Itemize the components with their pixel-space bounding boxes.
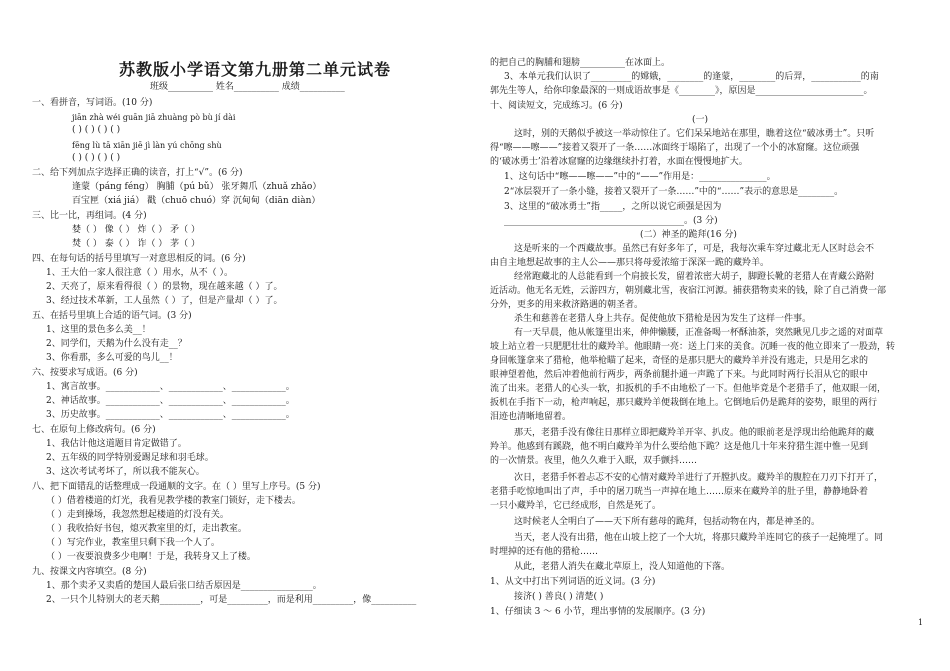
- section-4-heading: 四、在每句话的括号里填写一对意思相反的词。(6 分): [32, 254, 246, 264]
- passage-line: 近活动。他无名无姓，云游四方，朝别藏北雪，夜宿江河源。捕获猎物卖来的钱，除了自己消费一部: [490, 286, 887, 296]
- section-8-heading: 八、把下面错乱的话整理成一段通顺的文字。在（ ）里写上序号。(5 分): [32, 482, 321, 492]
- section-9-heading: 九、按课文内容填空。(8 分): [32, 567, 147, 577]
- passage-line: 的‘破冰勇士’沿着冰窟窿的边缘继续扑打着，水面在慢慢地扩大。: [490, 157, 748, 167]
- passage-line: 杀生和慈善在老猎人身上共存。促使他放下猎枪是因为发生了这样一件事。: [514, 314, 812, 324]
- answer-box-row[interactable]: ( ) ( ) ( ) ( ): [72, 125, 121, 135]
- section-6-heading: 六、按要求写成语。(6 分): [32, 368, 138, 378]
- section-5-heading: 五、在括号里填上合适的语气词。(3 分): [32, 311, 192, 321]
- question-line: 1、从文中打出下列词语的近义词。(3 分): [490, 577, 656, 587]
- passage-line: 泪迹也清晰地留着。: [490, 412, 572, 422]
- question-line: 1、那个卖矛又卖盾的楚国人最后张口结舌原因是________________。: [46, 581, 322, 591]
- passage-line: 眼神望着他，然后冲着他前行两步，两条前腿扑通一声跪了下来。与此同时两行长泪从它的眼中: [490, 370, 869, 380]
- passage-1-title: (一): [692, 115, 709, 125]
- question-line: （ ）走到操场，我忽然想起楼道的灯没有关。: [46, 510, 229, 520]
- question-line: 逢蒙（pánɡ fénɡ） 胸脯（pú bǔ） 张牙舞爪（zhuǎ zhǎo）: [72, 182, 322, 192]
- passage-line: 一只小藏羚羊，它已经成形，自然是死了。: [490, 501, 662, 511]
- section-3-heading: 三、比一比，再组词。(4 分): [32, 211, 147, 221]
- passage-2-title: (二）神圣的跪拜(16 分): [640, 230, 737, 240]
- question-line: （ ）一夜要浪费多少电啊！于是，我转身又上了楼。: [46, 552, 256, 562]
- question-line: 百宝匣（xiá jiá） 戳（chuō chuó）穿 沉甸甸（diān diàn）: [72, 196, 321, 206]
- question-line: （ ）借着楼道的灯光，我看见教学楼的教室门锁好，走下楼去。: [46, 496, 301, 506]
- pinyin-row: jiān zhà wéi guān jiā zhuàng pò bù jí dài: [72, 113, 236, 122]
- passage-line: 这时，别的天鹅似乎被这一举动惊住了。它们呆呆地站在那里，瞧着这位“破冰勇士”。只听: [514, 129, 875, 139]
- question-line: 1、王大伯一家人很注意（ ）用水，从不（ ）。: [46, 268, 233, 278]
- pinyin-row: fēng lù tā xiān jiē jì làn yú chōng shù: [72, 141, 222, 150]
- passage-line: 扳机在手指下一动，枪声响起，那只藏羚羊便栽倒在地上。它倒地后仍是跪拜的姿势，眼里的两行: [490, 398, 878, 408]
- passage-line: 从此，老猎人消失在藏北草原上，没人知道他的下落。: [514, 562, 731, 572]
- question-line: 3、本单元我们认识了_________的嫦娥，________的逢蒙，________的后羿，___________的南: [504, 72, 879, 82]
- question-line: 1、仔细读 3 ～ 6 小节，理出事情的发展顺序。(3 分): [490, 607, 706, 617]
- question-line: 2、同学们，天鹅为什么没有走__？: [46, 339, 187, 349]
- question-line: 2、天亮了，原来看得很（ ）的景物，现在越来越（ ）了。: [46, 282, 283, 292]
- question-line: 2、一只个儿特别大的老天鹅_________，可是_________，而是利用_________，像__________: [46, 595, 417, 605]
- passage-line: 身回帐篷拿来了猎枪，他举枪瞄了起来，奇怪的是那只肥大的藏羚羊并没有逃走，只是用乞求的: [490, 356, 869, 366]
- question-line: 3、你看那，多么可爱的鸟儿__！: [46, 353, 178, 363]
- page-title: 苏教版小学语文第九册第二单元试卷: [118, 60, 391, 79]
- section-2-heading: 二、给下列加点字选择正确的读音，打上“√”。(6 分): [32, 168, 243, 178]
- question-line: 3、经过技术革新，工人虽然（ ）了，但是产量却（ ）了。: [46, 296, 283, 306]
- passage-line: 次日，老猎手怀着忐忑不安的心情对藏羚羊进行了开膛扒皮。藏羚羊的腹腔在刀刃下打开了，: [514, 473, 884, 483]
- passage-line: 的一次情景。夜里，他久久难于入眠，双手颤抖……: [490, 456, 698, 466]
- question-line: 2、五年级的同学特别爱踢足球和羽毛球。: [46, 453, 214, 463]
- section-7-heading: 七、在原句上修改病句。(6 分): [32, 425, 156, 435]
- passage-line: 这时候老人全明白了——天下所有慈母的跪拜，包括动物在内，都是神圣的。: [514, 517, 821, 527]
- question-line: 婪（ ） 像（ ） 炸（ ） 矛（ ）: [72, 225, 201, 235]
- question-line: 接济( ) 善良( ) 清楚( ): [514, 592, 604, 602]
- question-line: 3、历史故事。____________、____________、____________。: [46, 410, 295, 420]
- passage-line: 这是听来的一个西藏故事。虽然已有好多年了，可是，我每次乘车穿过藏北无人区时总会不: [514, 244, 875, 254]
- question-line: 郭先生等人，给你印象最深的一则成语故事是《________》，原因是________________________。: [490, 86, 873, 96]
- question-line: 1、寓言故事。____________、____________、____________。: [46, 382, 295, 392]
- question-line: 焚（ ） 泰（ ） 诈（ ） 茅（ ）: [72, 239, 201, 249]
- question-line: （ ）写完作业，教室里只剩下我一个人了。: [46, 538, 220, 548]
- passage-line: 分外，更多的用来救济路遇的朝圣者。: [490, 300, 644, 310]
- passage-line: 羚羊。他感到有蹊跷，他不明白藏羚羊为什么要给他下跪？这是他几十年来狩猎生涯中惟一见到: [490, 442, 869, 452]
- question-line: 2“冰层裂开了一条小缝，接着又裂开了一条……”中的“……”表示的意思是________。: [504, 187, 844, 197]
- question-line: ________________________________________。(3 分): [504, 216, 718, 226]
- passage-line: 老猎手吃惊地叫出了声，手中的屠刀咣当一声掉在地上……原来在藏羚羊的肚子里，静静地卧着: [490, 487, 869, 497]
- passage-line: 有一天早晨，他从帐篷里出来，伸伸懒腰，正准备喝一杯酥油茶，突然瞅见几步之遥的对面草: [514, 328, 884, 338]
- page-number: 1: [918, 618, 924, 627]
- passage-line: 当天，老人没有出猎，他在山坡上挖了一个大坑，将那只藏羚羊连同它的孩子一起掩埋了。同: [514, 533, 884, 543]
- passage-line: 时埋掉的还有他的猎枪……: [490, 547, 599, 557]
- header-fields: 班级__________ 姓名__________ 成绩__________: [150, 82, 345, 92]
- question-line: （ ）我收拾好书包，熄灭教室里的灯，走出教室。: [46, 524, 247, 534]
- question-line: 3、这次考试考坏了，所以我不能灰心。: [46, 467, 205, 477]
- passage-line: 那天，老猎手没有像往日那样立即把藏羚羊开宰、扒皮。他的眼前老是浮现出给他跪拜的藏: [514, 428, 875, 438]
- section-1-heading: 一、看拼音，写词语。(10 分): [32, 98, 153, 108]
- question-line: 1、我估计他这道题目肯定做错了。: [46, 439, 187, 449]
- question-line: 2、神话故事。____________、____________、____________。: [46, 396, 295, 406]
- passage-line: 坡上站立着一只肥肥壮壮的藏羚羊。他眼睛一亮：送上门来的美食。沉睡一夜的他立即来了一股劲，转: [490, 342, 896, 352]
- question-line: 1、这里的景色多么美__！: [46, 325, 151, 335]
- section-10-heading: 十、阅读短文，完成练习。(6 分): [490, 101, 623, 111]
- question-line: 1、这句话中“嚓——嚓——”中的“——”作用是：_______________。: [504, 172, 776, 182]
- passage-line: 得“嚓——嚓——”接着又裂开了一条……冰面终于塌陷了，出现了一个小的冰窟窿。这位顽强: [490, 143, 860, 153]
- passage-line: 由自主地想起故事的主人公——那只将母爱浓缩于深深一跪的藏羚羊。: [490, 258, 770, 268]
- passage-line: 经常跑藏北的人总能看到一个肩披长发，留着浓密大胡子，脚蹬长靴的老猎人在青藏公路附: [514, 272, 875, 282]
- passage-line: 流了出来。老猎人的心头一软，扣扳机的手不由地松了一下。但他毕竟是个老猎手了，他双眼一闭，: [490, 384, 887, 394]
- answer-box-row[interactable]: ( ) ( ) ( ) ( ): [72, 153, 121, 163]
- question-line: 的把自己的胸脯和翅膀__________在冰面上。: [490, 58, 671, 68]
- question-line: 3、这里的“破冰勇士”指_____，之所以说它顽强是因为: [504, 202, 722, 212]
